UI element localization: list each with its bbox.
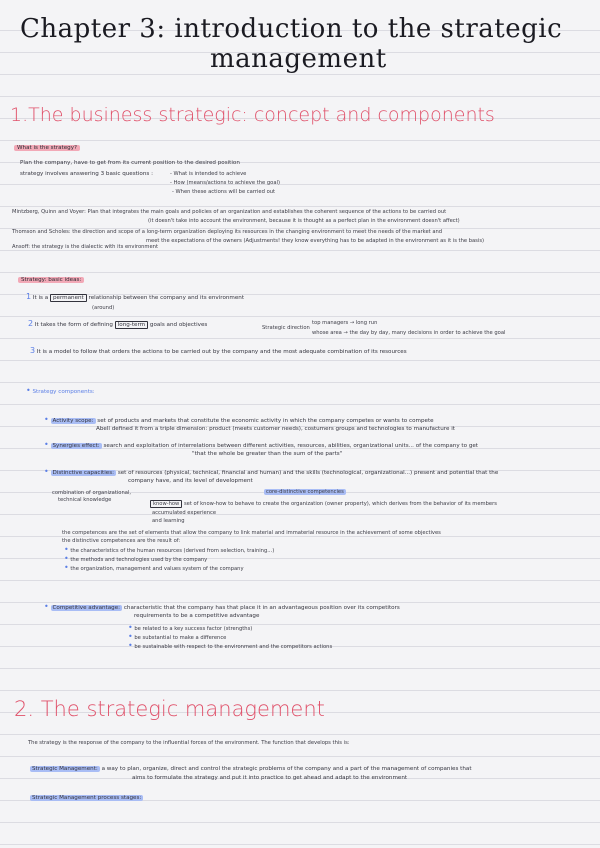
section2-heading: 2. The strategic management (14, 697, 325, 721)
idea-2: 2 It takes the form of defining long-term goals and objectives (28, 319, 208, 328)
accumulated-1: accumulated experience (152, 510, 217, 516)
mintzberg-definition: Mintzberg, Quinn and Voyer: Plan that integrates the main goals and policies of an organization and establishes the coherent sequence of the actions to be carried out (12, 209, 447, 215)
section2-intro: The strategy is the response of the company to the influential forces of the environment. The function that develops this is: (28, 740, 350, 746)
bullet-icon: • (44, 415, 49, 424)
component-activity-scope: • Activity scope: set of products and markets that constitute the economic activity in which the company competes or wants to compete (44, 415, 434, 424)
idea-2-side-1: top managers → long run (312, 320, 378, 326)
idea-2-side-label: Strategic direction (262, 325, 310, 331)
bullet-icon: • (26, 386, 31, 395)
bullet-icon: 3 (30, 346, 36, 355)
section1-heading: 1.The business strategic: concept and components (10, 104, 495, 126)
mintzberg-note: (it doesn't take into account the environment, because it is thought as a perfect plan in the environment doesn't affect) (148, 218, 460, 224)
thompson-note: meet the expectations of the owners (Adjustments! they know everything has to be adapted in the environment as it is the basis) (146, 238, 485, 244)
competences-1: the competences are the set of elements that allow the company to link material and immaterial resource in the achievement of some objectives (62, 530, 441, 536)
bullet-icon: • (64, 563, 69, 572)
know-how-line: know-how set of know-how to behave to create the organization (owner property), which derives from the behavior of its members (150, 501, 497, 508)
competences-3: • the characteristics of the human resources (derived from selection, training...) (64, 545, 275, 554)
bullet-icon: • (44, 467, 49, 476)
ansoff-definition: Ansoff: the strategy is the dialectic with its environment (12, 244, 158, 250)
idea-2-side-2: whose area → the day by day, many decisions in order to achieve the goal (312, 330, 506, 336)
strategic-management-def-2: aims to formulate the strategy and put it into practice to get ahead and adapt to the environment (132, 775, 408, 781)
bullet-icon: 1 (26, 292, 32, 301)
what-label: What is the strategy? (14, 145, 80, 152)
component-activity-scope-2: Abell defined it from a triple dimension: product (meets customer needs), costumers groups and technologies to manufacture it (96, 426, 455, 432)
component-distinctive: • Distinctive capacities: set of resources (physical, technical, financial and human) and the skills (technological, organizational...) present and potential that the (44, 467, 499, 476)
components-label: • Strategy components: (26, 386, 95, 395)
competences-4: • the methods and technologies used by the company (64, 554, 208, 563)
strategic-management-def: Strategic Management: a way to plan, organize, direct and control the strategic problems of the company and a part of the management of companies that (32, 766, 472, 772)
bullet-icon: • (128, 632, 133, 641)
page-title-line2: management (210, 44, 387, 74)
plan-line: Plan the company, have to get from its current position to the desired position (20, 160, 240, 166)
component-competitive-2: requirements to be a competitive advantage (134, 613, 260, 619)
question-2: - How (means/actions to achieve the goal) (170, 180, 280, 186)
competences-5: • the organization, management and values system of the company (64, 563, 244, 572)
component-synergies: • Synergies effect: search and exploitation of interrelations between different activities, resources, abilities, organizational units... of the company to get (44, 440, 479, 449)
process-stages-label: Strategic Management process stages: (32, 795, 142, 801)
bullet-icon: 2 (28, 319, 34, 328)
idea-1-note: (around) (92, 305, 115, 311)
bullet-icon: • (128, 623, 133, 632)
competitive-req-1: • be related to a key success factor (strengths) (128, 623, 253, 632)
distinctive-left-2: technical knowledge (58, 497, 112, 503)
competitive-req-3: • be sustainable with respect to the environment and the competitors actions (128, 641, 333, 650)
bullet-icon: • (64, 554, 69, 563)
competences-2: the distinctive competences are the result of: (62, 538, 181, 544)
basic-ideas-label: Strategy: basic ideas: (18, 277, 84, 284)
component-distinctive-2: company have, and its level of development (128, 478, 253, 484)
idea-1: 1 It is a permanent relationship between the company and its environment (26, 292, 245, 301)
competitive-req-2: • be substantial to make a difference (128, 632, 227, 641)
thompson-definition: Thomson and Scholes: the direction and scope of a long-term organization deploying its resources in the changing environment to meet the needs of the market and (12, 229, 443, 235)
core-competencies: core-distinctive competencies (266, 489, 344, 495)
strategy-involves: strategy involves answering 3 basic questions : (20, 171, 153, 177)
bullet-icon: • (44, 440, 49, 449)
component-synergies-2: "that the whole be greater than the sum of the parts" (192, 451, 343, 457)
distinctive-left-1: combination of organizational, (52, 490, 132, 496)
idea-3: 3 It is a model to follow that orders the actions to be carried out by the company and the most adequate combination of its resources (30, 346, 407, 355)
bullet-icon: • (44, 602, 49, 611)
page-title: Chapter 3: introduction to the strategic (20, 14, 563, 44)
bullet-icon: • (64, 545, 69, 554)
question-3: - When these actions will be carried out (172, 189, 276, 195)
accumulated-2: and learning (152, 518, 185, 524)
question-1: - What is intended to achieve (170, 171, 247, 177)
component-competitive: • Competitive advantage: characteristic that the company has that place it in an advantageous position over its competitors (44, 602, 400, 611)
bullet-icon: • (128, 641, 133, 650)
